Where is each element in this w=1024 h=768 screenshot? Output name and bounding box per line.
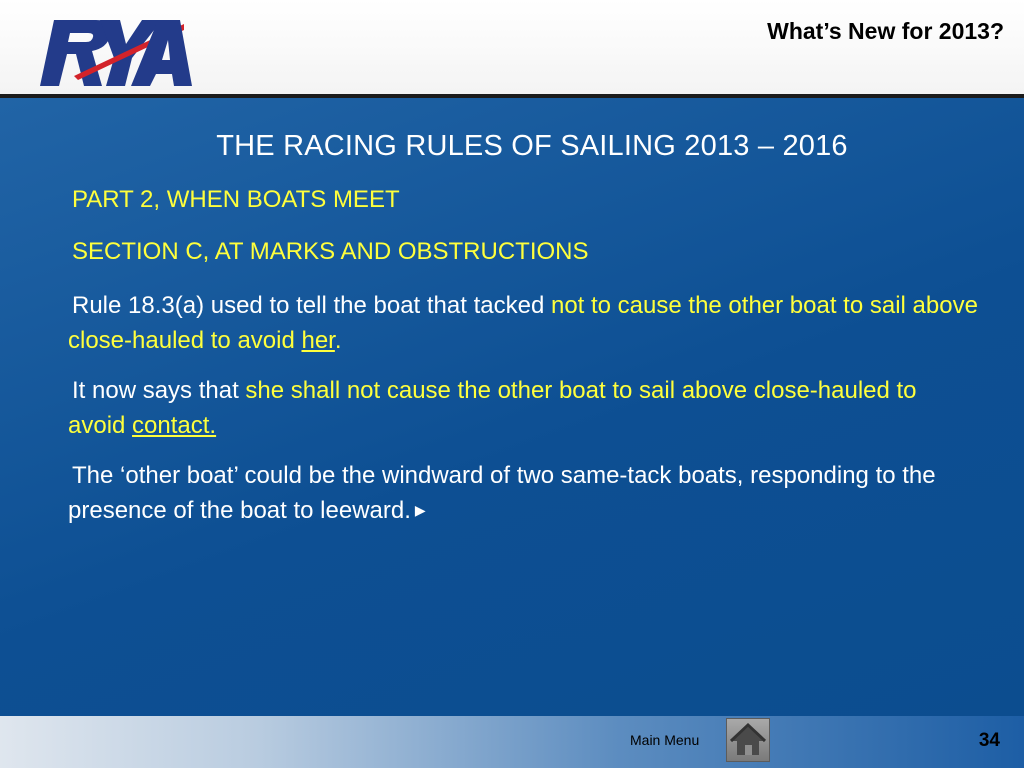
- part-heading: PART 2, WHEN BOATS MEET: [72, 186, 400, 213]
- header-bar: [0, 0, 1024, 98]
- home-button[interactable]: [726, 718, 770, 762]
- para3-text: The ‘other boat’ could be the windward of two same-tack boats, responding to the presence of the boat to leeward.: [68, 462, 936, 524]
- rule-paragraph-old: [68, 288, 978, 358]
- footer-bar: [0, 716, 1024, 768]
- slide-content: [0, 98, 1024, 716]
- header-title: What’s New for 2013?: [767, 18, 1004, 44]
- para2-text-c: contact.: [132, 412, 217, 439]
- main-menu-link[interactable]: Main Menu: [630, 732, 700, 748]
- home-icon: [727, 719, 769, 761]
- rya-logo: [34, 14, 196, 92]
- slide-title: THE RACING RULES OF SAILING 2013 – 2016: [216, 130, 848, 162]
- para2-text-a: It now says that: [72, 377, 246, 404]
- page-number: 34: [978, 730, 1000, 751]
- rule-paragraph-new: [68, 373, 978, 443]
- para1-text-a: Rule 18.3(a) used to tell the boat that tacked: [72, 292, 551, 319]
- section-heading: SECTION C, AT MARKS AND OBSTRUCTIONS: [72, 238, 589, 265]
- continue-arrow-icon[interactable]: ▶: [414, 502, 426, 518]
- para2-text-b: she shall not cause the other boat to sail above close-hauled to avoid: [68, 377, 917, 439]
- explanation-paragraph: [68, 458, 978, 528]
- para1-text-b: not to cause the other boat to sail above close-hauled to avoid: [68, 292, 978, 354]
- para1-text-c: her: [301, 327, 335, 354]
- logo-text: RYA: [34, 14, 36, 15]
- para1-text-d: .: [334, 327, 342, 354]
